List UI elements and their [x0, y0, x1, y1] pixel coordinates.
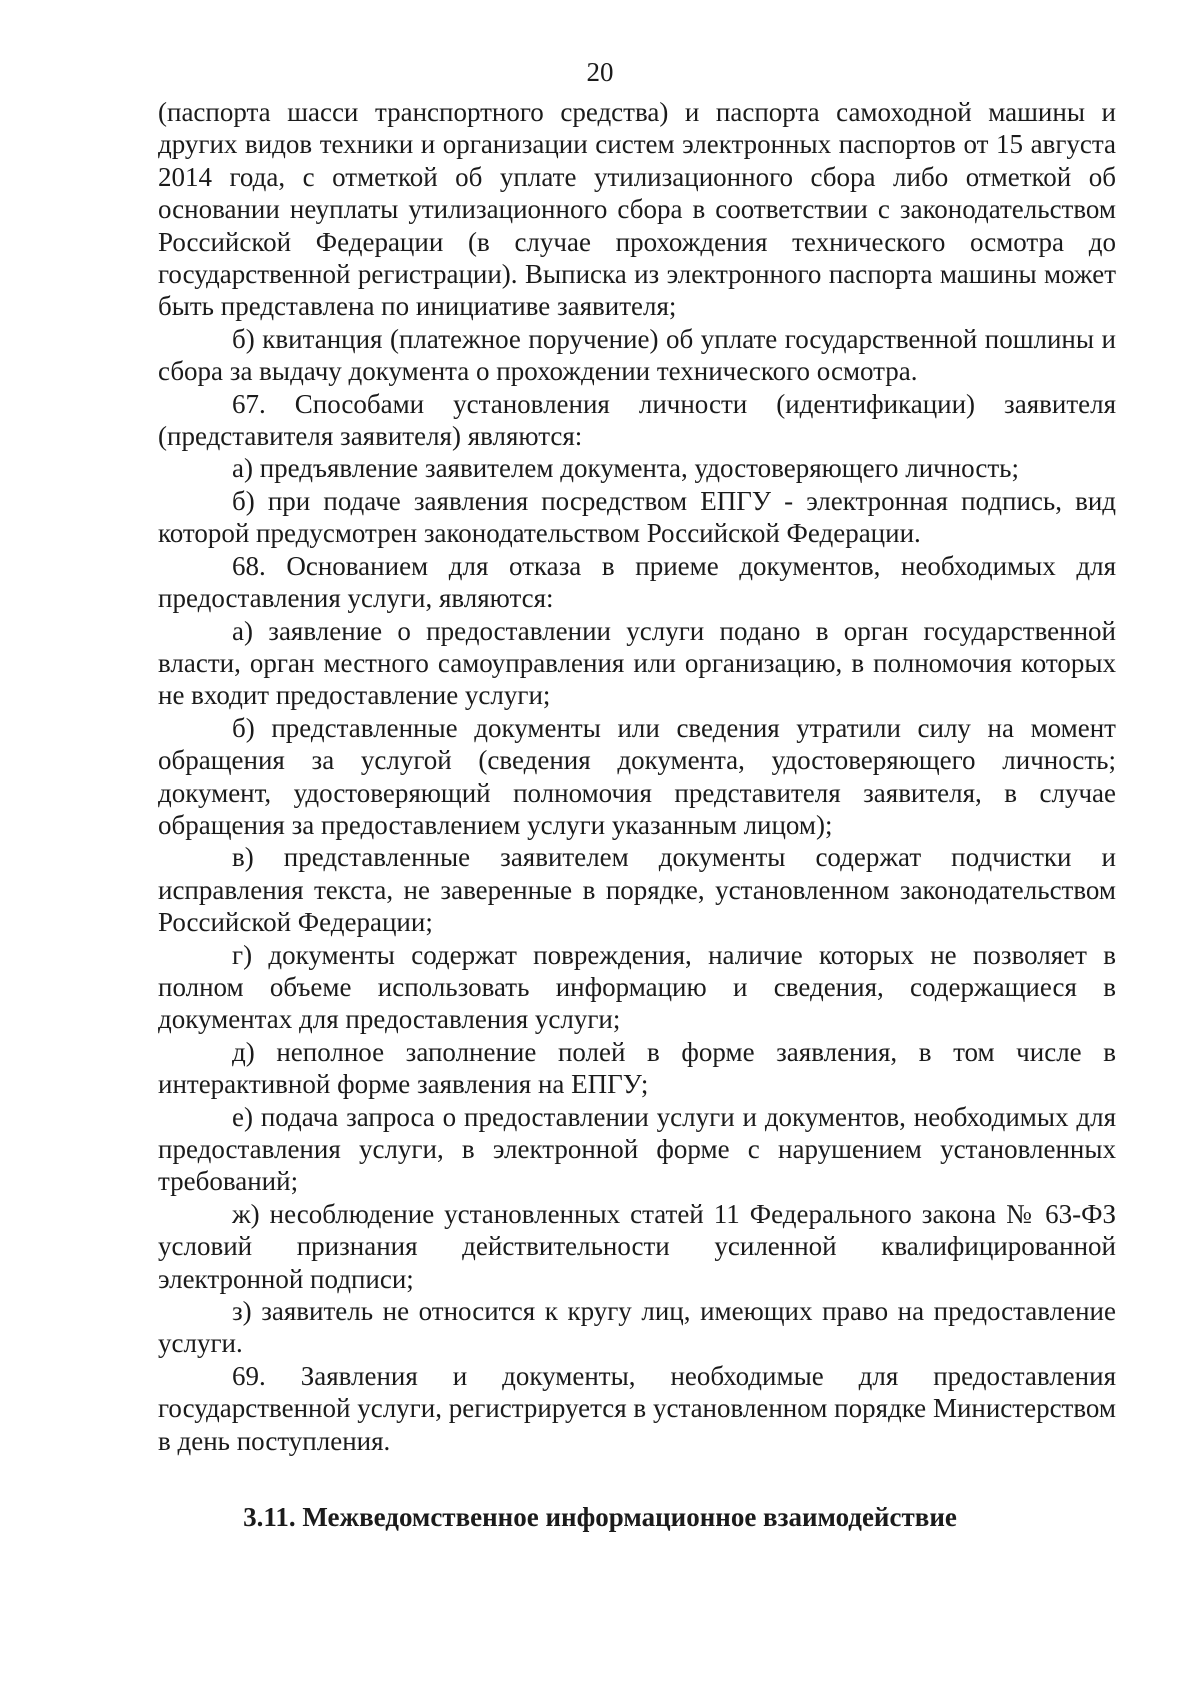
paragraph-67-item-b: б) при подаче заявления посредством ЕПГУ - электронная подпись, вид которой предусмотрен законодательством Российской Федерации.: [158, 485, 1116, 549]
paragraph-68-item-v: в) представленные заявителем документы содержат подчистки и исправления текста, не заверенные в порядке, установленном законодательством Российской Федерации;: [158, 842, 1116, 938]
paragraph-67: 67. Способами установления личности (идентификации) заявителя (представителя заявителя) являются:: [158, 388, 1116, 452]
paragraph-68-item-e: е) подача запроса о предоставлении услуги и документов, необходимых для предоставления услуги, в электронной форме с нарушением установленных требований;: [158, 1101, 1116, 1197]
paragraph-68-item-zh: ж) несоблюдение установленных статей 11 Федерального закона № 63-ФЗ условий признания действительности усиленной квалифицированной электронной подписи;: [158, 1198, 1116, 1294]
paragraph-68: 68. Основанием для отказа в приеме документов, необходимых для предоставления услуги, являются:: [158, 550, 1116, 614]
paragraph-continuation: (паспорта шасси транспортного средства) и паспорта самоходной машины и других видов техники и организации систем электронных паспортов от 15 августа 2014 года, с отметкой об уплате утилизационного сбора либо отметкой об основании неуплаты утилизационного сбора в соответствии с законодательством Российской Федерации (в случае прохождения технического осмотра до государственной регистрации). Выписка из электронного паспорта машины может быть представлена по инициативе заявителя;: [158, 97, 1116, 322]
paragraph-68-item-d: д) неполное заполнение полей в форме заявления, в том числе в интерактивной форме заявления на ЕПГУ;: [158, 1036, 1116, 1100]
section-heading: 3.11. Межведомственное информационное взаимодействие: [243, 1502, 957, 1532]
page-number: 20: [586, 57, 614, 87]
document-body: [158, 96, 1116, 1457]
paragraph-68-item-a: а) заявление о предоставлении услуги подано в орган государственной власти, орган местного самоуправления или организацию, в полномочия которых не входит предоставление услуги;: [158, 615, 1116, 711]
paragraph-item-b-receipt: б) квитанция (платежное поручение) об уплате государственной пошлины и сбора за выдачу документа о прохождении технического осмотра.: [158, 323, 1116, 387]
paragraph-68-item-b: б) представленные документы или сведения утратили силу на момент обращения за услугой (сведения документа, удостоверяющего личность; документ, удостоверяющий полномочия представителя заявителя, в случае обращения за предоставлением услуги указанным лицом);: [158, 712, 1116, 840]
paragraph-69: 69. Заявления и документы, необходимые для предоставления государственной услуги, регистрируется в установленном порядке Министерством в день поступления.: [158, 1360, 1116, 1456]
paragraph-68-item-z: з) заявитель не относится к кругу лиц, имеющих право на предоставление услуги.: [158, 1296, 1116, 1359]
paragraph-67-item-a: а) предъявление заявителем документа, удостоверяющего личность;: [232, 453, 1019, 484]
paragraph-68-item-g: г) документы содержат повреждения, наличие которых не позволяет в полном объеме использовать информацию и сведения, содержащиеся в документах для предоставления услуги;: [158, 939, 1116, 1035]
